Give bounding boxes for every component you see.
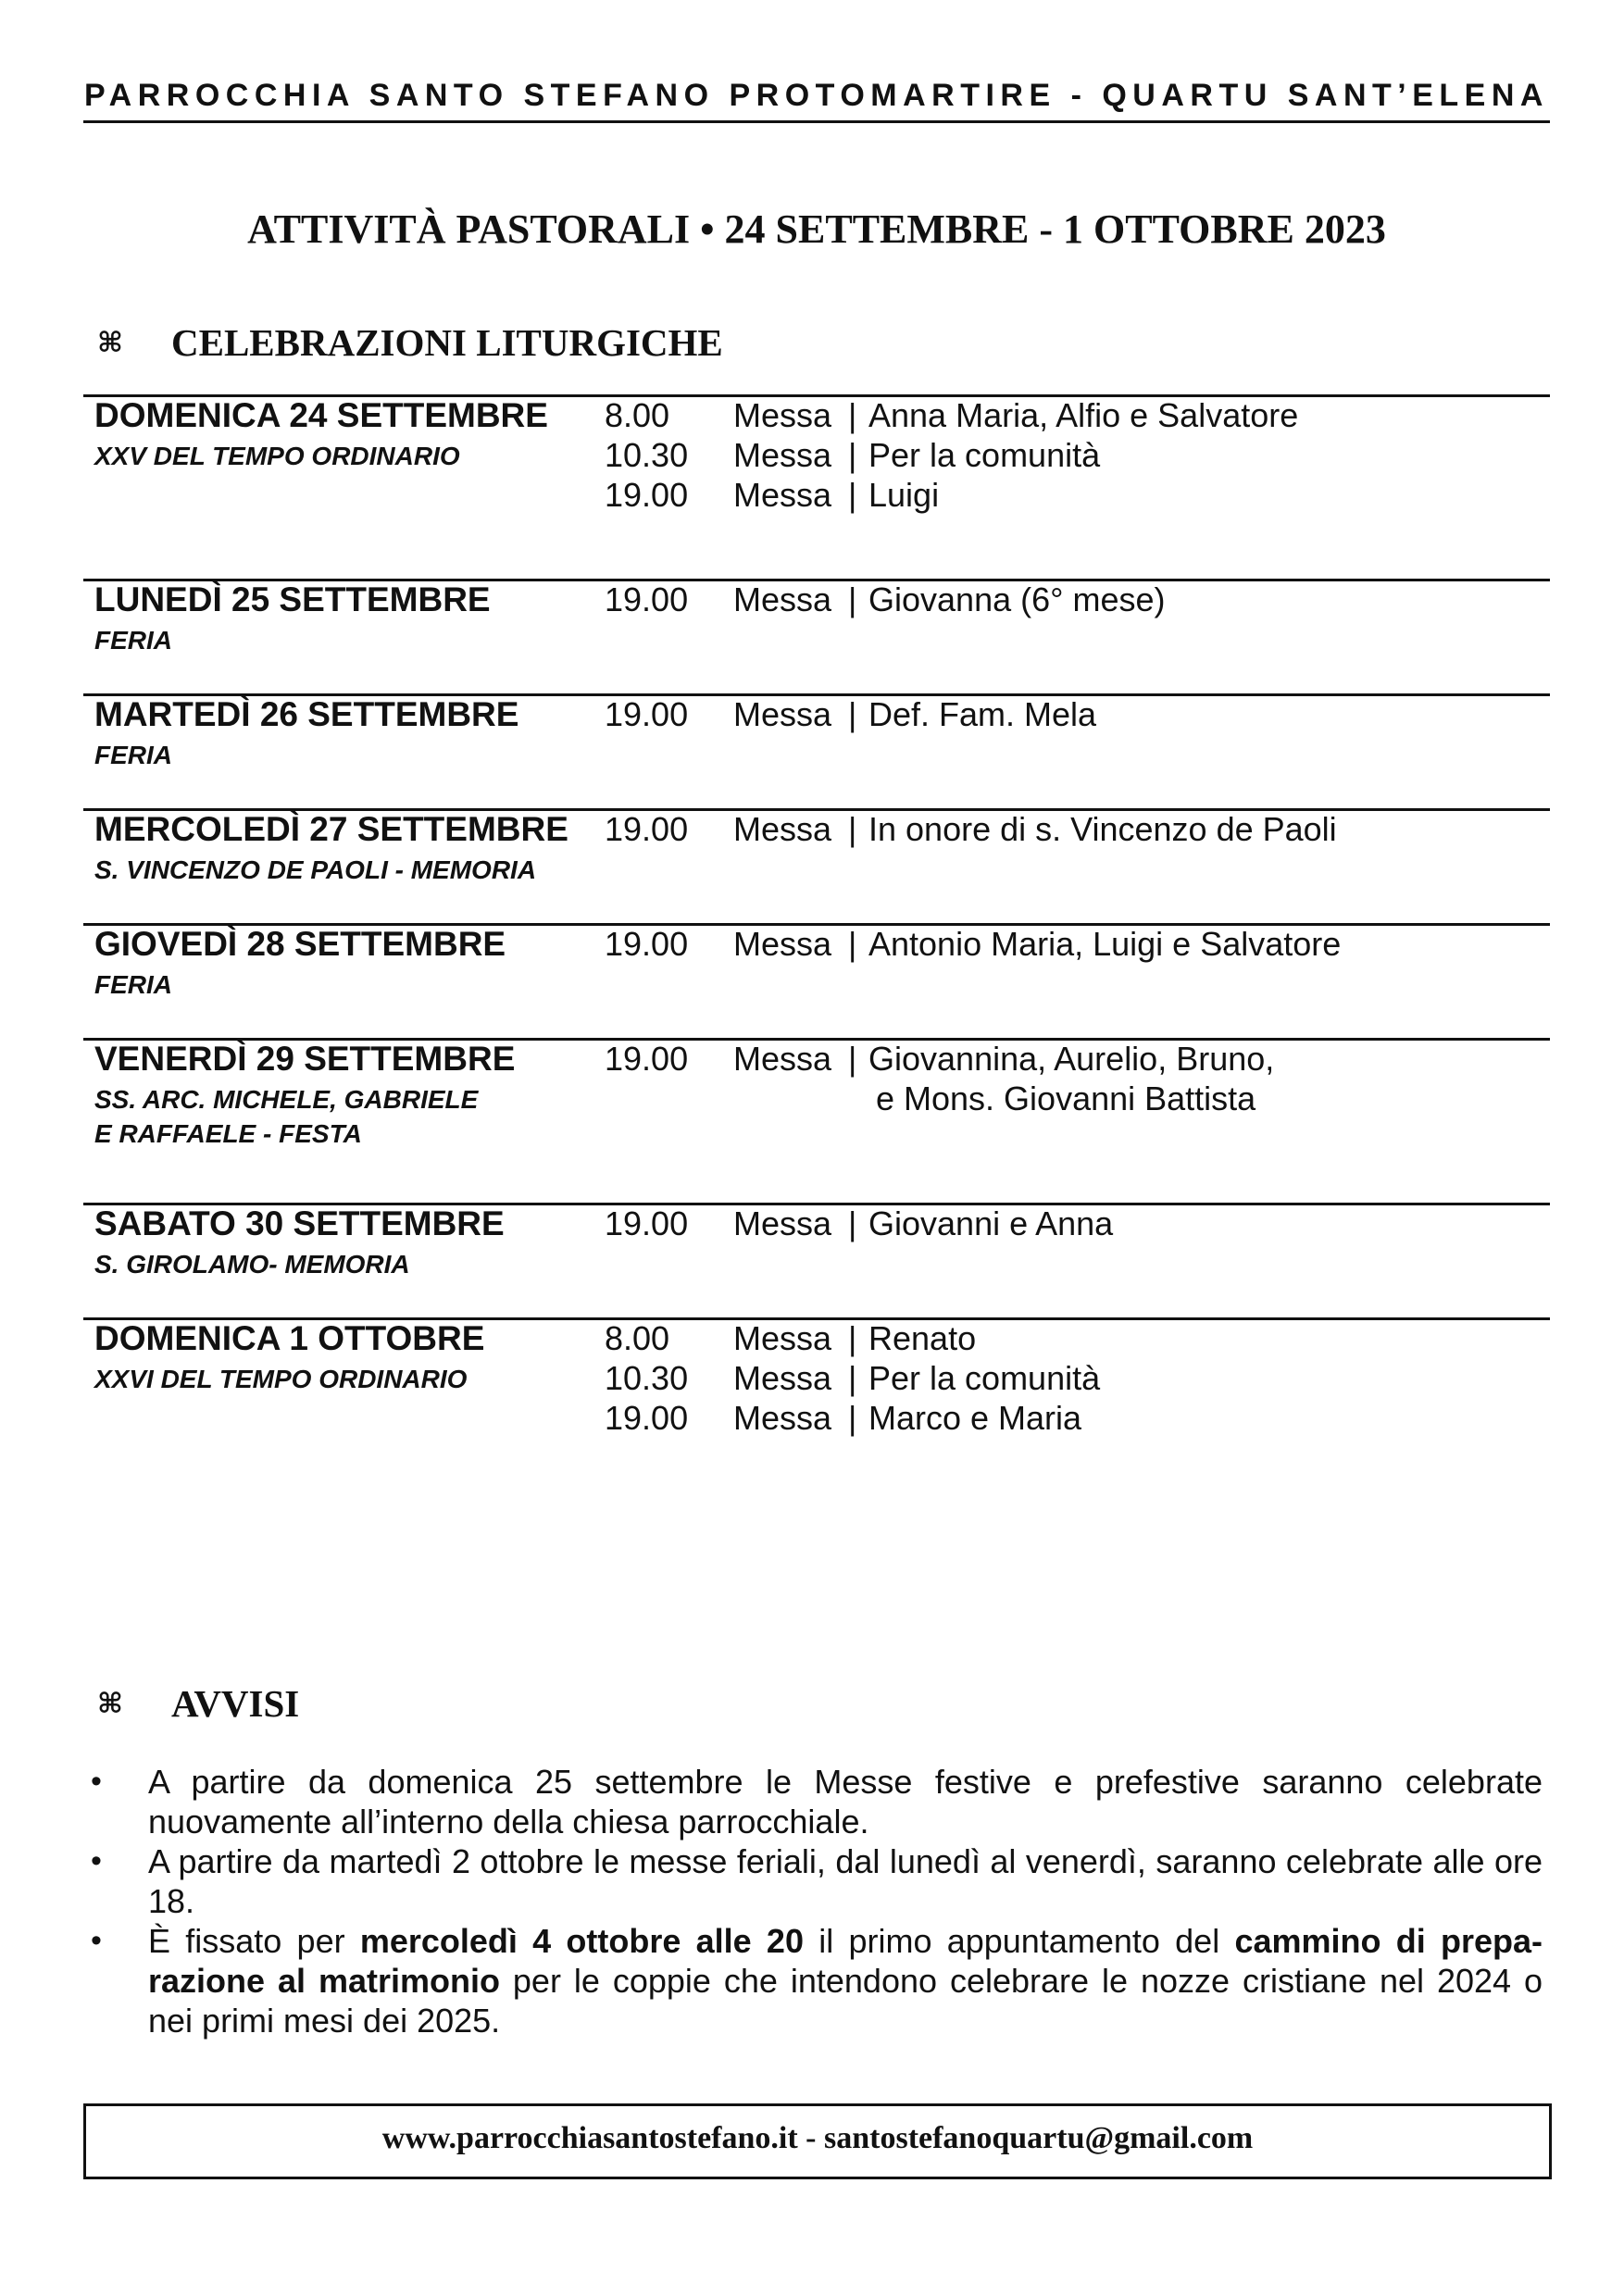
mass-intention: Def. Fam. Mela — [868, 695, 1097, 733]
mass-intention: Giovannina, Aurelio, Bruno, — [868, 1040, 1275, 1078]
separator: | — [848, 1319, 857, 1357]
mass-entry — [83, 695, 1550, 735]
mass-intention: Anna Maria, Alfio e Salvatore — [868, 396, 1299, 434]
mass-intention: Per la comunità — [868, 436, 1101, 474]
day-celebration: XXV DEL TEMPO ORDINARIO — [94, 442, 460, 470]
mass-entry — [83, 396, 1550, 436]
mass-entry — [83, 810, 1550, 850]
mass-intention-line: e Mons. Giovanni Battista — [876, 1079, 1256, 1117]
mass-type: Messa — [733, 1359, 832, 1397]
notice-text: per le coppie che intendono celebrare le nozze cristiane nel 2024 o nei primi mesi dei 2025. — [148, 1962, 1543, 2040]
section-liturgy-title: CELEBRAZIONI LITURGICHE — [171, 321, 723, 364]
notice-text: È fissato per — [148, 1922, 360, 1960]
mass-intention: Luigi — [868, 476, 940, 514]
mass-time: 10.30 — [605, 436, 689, 474]
day-name: VENERDÌ 29 SETTEMBRE — [94, 1040, 516, 1078]
mass-time: 19.00 — [605, 1399, 689, 1437]
separator: | — [848, 1204, 857, 1242]
day-name: GIOVEDÌ 28 SETTEMBRE — [94, 925, 506, 963]
separator: | — [848, 396, 857, 434]
separator: | — [848, 580, 857, 618]
mass-entry — [83, 1040, 1550, 1079]
day-name: MERCOLEDÌ 27 SETTEMBRE — [94, 810, 568, 848]
mass-time: 10.30 — [605, 1359, 689, 1397]
mass-entry — [83, 1319, 1550, 1359]
separator: | — [848, 476, 857, 514]
mass-type: Messa — [733, 810, 832, 848]
day-celebration: FERIA — [94, 741, 172, 769]
mass-time: 8.00 — [605, 396, 670, 434]
section-liturgy-heading — [97, 320, 723, 365]
parish-header: PARROCCHIA SANTO STEFANO PROTOMARTIRE - QUARTU SANT’ELENA — [84, 78, 1549, 113]
mass-time: 19.00 — [605, 476, 689, 514]
mass-time: 19.00 — [605, 580, 689, 618]
notice-item — [91, 1762, 1543, 1841]
notice-item — [91, 1841, 1543, 1921]
mass-type: Messa — [733, 1319, 832, 1357]
mass-time: 19.00 — [605, 810, 689, 848]
mass-intention: In onore di s. Vincenzo de Paoli — [868, 810, 1337, 848]
separator: | — [848, 1359, 857, 1397]
day-name: MARTEDÌ 26 SETTEMBRE — [94, 695, 519, 733]
mass-intention: Per la comunità — [868, 1359, 1101, 1397]
separator: | — [848, 810, 857, 848]
document-title: ATTIVITÀ PASTORALI • 24 SETTEMBRE - 1 OTTOBRE 2023 — [247, 206, 1386, 252]
mass-entry — [83, 476, 1550, 516]
mass-type: Messa — [733, 396, 832, 434]
mass-time: 19.00 — [605, 1040, 689, 1078]
day-name: DOMENICA 24 SETTEMBRE — [94, 396, 548, 434]
bullet-icon: • — [91, 1764, 102, 1799]
day-celebration: S. VINCENZO DE PAOLI - MEMORIA — [94, 855, 537, 884]
separator: | — [848, 925, 857, 963]
day-celebration: SS. ARC. MICHELE, GABRIELE — [94, 1085, 479, 1114]
footer-contacts: www.parrocchiasantostefano.it - santostefanoquartu@gmail.com — [381, 2121, 1254, 2155]
mass-type: Messa — [733, 476, 832, 514]
section-bullet-icon: ⌘ — [97, 1689, 123, 1719]
mass-type: Messa — [733, 1204, 832, 1242]
notice-emphasis: cammino di preparazione al matrimonio — [148, 1922, 1543, 2000]
day-name: SABATO 30 SETTEMBRE — [94, 1204, 505, 1242]
day-celebration: XXVI DEL TEMPO ORDINARIO — [94, 1365, 468, 1393]
notice-text: A partire da martedì 2 ottobre le messe feriali, dal lunedì al venerdì, saranno celebrate alle ore 18. — [148, 1842, 1543, 1920]
mass-type: Messa — [733, 695, 832, 733]
notice-text: A partire da domenica 25 settembre le Messe festive e prefestive saranno celebrate nuovamente all’interno della chiesa parrocchiale. — [148, 1763, 1543, 1841]
separator: | — [848, 1399, 857, 1437]
section-bullet-icon: ⌘ — [97, 328, 123, 358]
mass-entry — [83, 1204, 1550, 1244]
day-celebration: FERIA — [94, 970, 172, 999]
mass-intention: Marco e Maria — [868, 1399, 1082, 1437]
mass-intention-continued — [83, 1079, 1550, 1119]
mass-type: Messa — [733, 1040, 832, 1078]
mass-intention: Antonio Maria, Luigi e Salvatore — [868, 925, 1342, 963]
section-notices-heading — [97, 1681, 299, 1726]
day-name: DOMENICA 1 OTTOBRE — [94, 1319, 485, 1357]
notice-text: il primo appuntamento del — [803, 1922, 1235, 1960]
mass-entry — [83, 580, 1550, 620]
mass-type: Messa — [733, 925, 832, 963]
mass-time: 19.00 — [605, 1204, 689, 1242]
section-notices-title: AVVISI — [171, 1682, 300, 1725]
mass-entry — [83, 436, 1550, 476]
mass-type: Messa — [733, 436, 832, 474]
mass-time: 19.00 — [605, 925, 689, 963]
header-divider — [83, 120, 1550, 123]
mass-time: 8.00 — [605, 1319, 670, 1357]
notice-item — [91, 1921, 1543, 2040]
separator: | — [848, 1040, 857, 1078]
separator: | — [848, 695, 857, 733]
footer-box — [83, 2103, 1552, 2179]
mass-intention: Renato — [868, 1319, 977, 1357]
day-name: LUNEDÌ 25 SETTEMBRE — [94, 580, 491, 618]
day-celebration: FERIA — [94, 626, 172, 655]
mass-type: Messa — [733, 580, 832, 618]
mass-intention: Giovanna (6° mese) — [868, 580, 1166, 618]
mass-entry — [83, 925, 1550, 965]
mass-time: 19.00 — [605, 695, 689, 733]
bullet-icon: • — [91, 1923, 102, 1958]
separator: | — [848, 436, 857, 474]
mass-type: Messa — [733, 1399, 832, 1437]
mass-intention: Giovanni e Anna — [868, 1204, 1114, 1242]
notices-list — [91, 1762, 1543, 2040]
day-celebration: E RAFFAELE - FESTA — [94, 1119, 362, 1148]
day-celebration: S. GIROLAMO- MEMORIA — [94, 1250, 410, 1279]
mass-entry — [83, 1359, 1550, 1399]
notice-emphasis: mercoledì 4 ottobre alle 20 — [359, 1922, 804, 1960]
bullet-icon: • — [91, 1843, 102, 1878]
mass-entry — [83, 1399, 1550, 1439]
